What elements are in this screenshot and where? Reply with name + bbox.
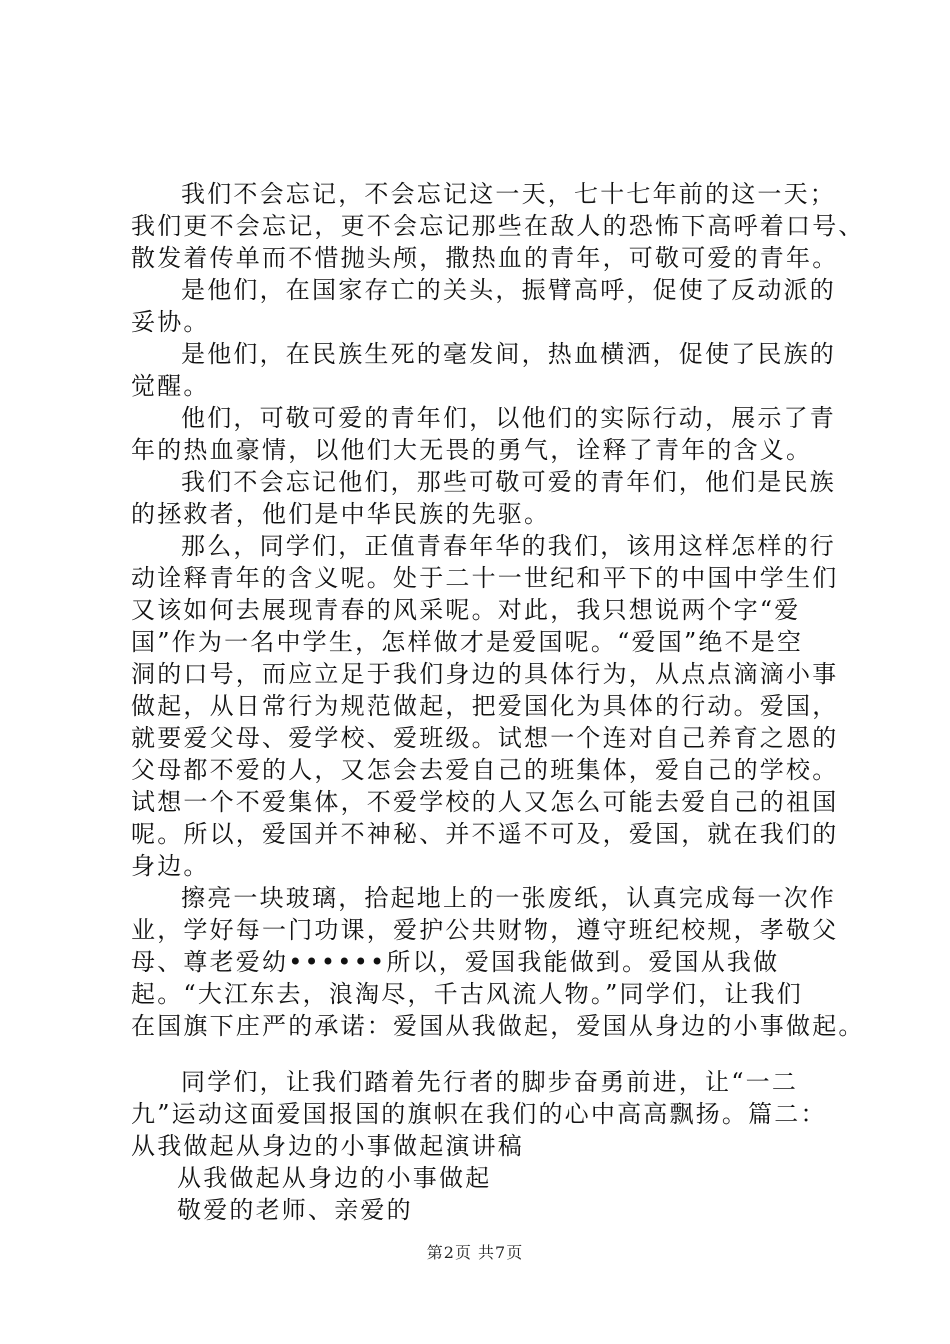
- text-line: 是他们，在民族生死的毫发间，热血横洒，促使了民族的: [181, 340, 836, 368]
- text-line: 年的热血豪情，以他们大无畏的勇气，诠释了青年的含义。: [131, 436, 813, 464]
- text-line: 母、尊老爱幼••••••所以，爱国我能做到。爱国从我做: [131, 948, 780, 976]
- text-line: 业，学好每一门功课，爱护公共财物，遵守班纪校规，孝敬父: [131, 916, 839, 944]
- text-line: 我们不会忘记，不会忘记这一天，七十七年前的这一天；: [181, 180, 836, 208]
- text-line: 敬爱的老师、亲爱的: [177, 1196, 413, 1224]
- text-line: 国”作为一名中学生，怎样做才是爱国呢。“爱国”绝不是空: [131, 628, 804, 656]
- text-line: 从我做起从身边的小事做起演讲稿: [131, 1132, 524, 1160]
- text-line: 的拯救者，他们是中华民族的先驱。: [131, 500, 551, 528]
- text-line: 身边。: [131, 852, 210, 880]
- text-line: 擦亮一块玻璃，拾起地上的一张废纸，认真完成每一次作: [181, 884, 836, 912]
- document-body: [131, 178, 865, 1226]
- text-line: 动诠释青年的含义呢。处于二十一世纪和平下的中国中学生们: [131, 564, 839, 592]
- text-line: 散发着传单而不惜抛头颅，撒热血的青年，可敬可爱的青年。: [131, 244, 839, 272]
- text-line: 同学们，让我们踏着先行者的脚步奋勇前进，让“一二: [181, 1068, 799, 1096]
- text-line: 九”运动这面爱国报国的旗帜在我们的心中高高飘扬。篇二：: [131, 1100, 827, 1128]
- text-line: 就要爱父母、爱学校、爱班级。试想一个连对自己养育之恩的: [131, 724, 839, 752]
- text-line: 觉醒。: [131, 372, 210, 400]
- text-line: 那么，同学们，正值青春年华的我们，该用这样怎样的行: [181, 532, 836, 560]
- text-line: 我们不会忘记他们，那些可敬可爱的青年们，他们是民族: [181, 468, 836, 496]
- page-footer: 第2页 共7页: [426, 1243, 524, 1262]
- text-line: 起。“大江东去，浪淘尽，千古风流人物。”同学们，让我们: [131, 980, 803, 1008]
- text-line: 洞的口号，而应立足于我们身边的具体行为，从点点滴滴小事: [131, 660, 839, 688]
- text-line: 试想一个不爱集体，不爱学校的人又怎么可能去爱自己的祖国: [131, 788, 839, 816]
- text-line: 妥协。: [131, 308, 210, 336]
- text-line: 我们更不会忘记，更不会忘记那些在敌人的恐怖下高呼着口号、: [131, 212, 865, 240]
- text-line: 在国旗下庄严的承诺：爱国从我做起，爱国从身边的小事做起。: [131, 1012, 865, 1040]
- text-line: 做起，从日常行为规范做起，把爱国化为具体的行动。爱国，: [131, 692, 839, 720]
- text-line: 是他们，在国家存亡的关头，振臂高呼，促使了反动派的: [181, 276, 836, 304]
- text-line: 他们，可敬可爱的青年们，以他们的实际行动，展示了青: [181, 404, 836, 432]
- text-line: 父母都不爱的人，又怎会去爱自己的班集体，爱自己的学校。: [131, 756, 839, 784]
- text-line: 呢。所以，爱国并不神秘、并不遥不可及，爱国，就在我们的: [131, 820, 839, 848]
- paragraph-gap: [131, 1042, 851, 1066]
- text-line: 又该如何去展现青春的风采呢。对此，我只想说两个字“爱: [131, 596, 801, 624]
- text-line: 从我做起从身边的小事做起: [177, 1164, 492, 1192]
